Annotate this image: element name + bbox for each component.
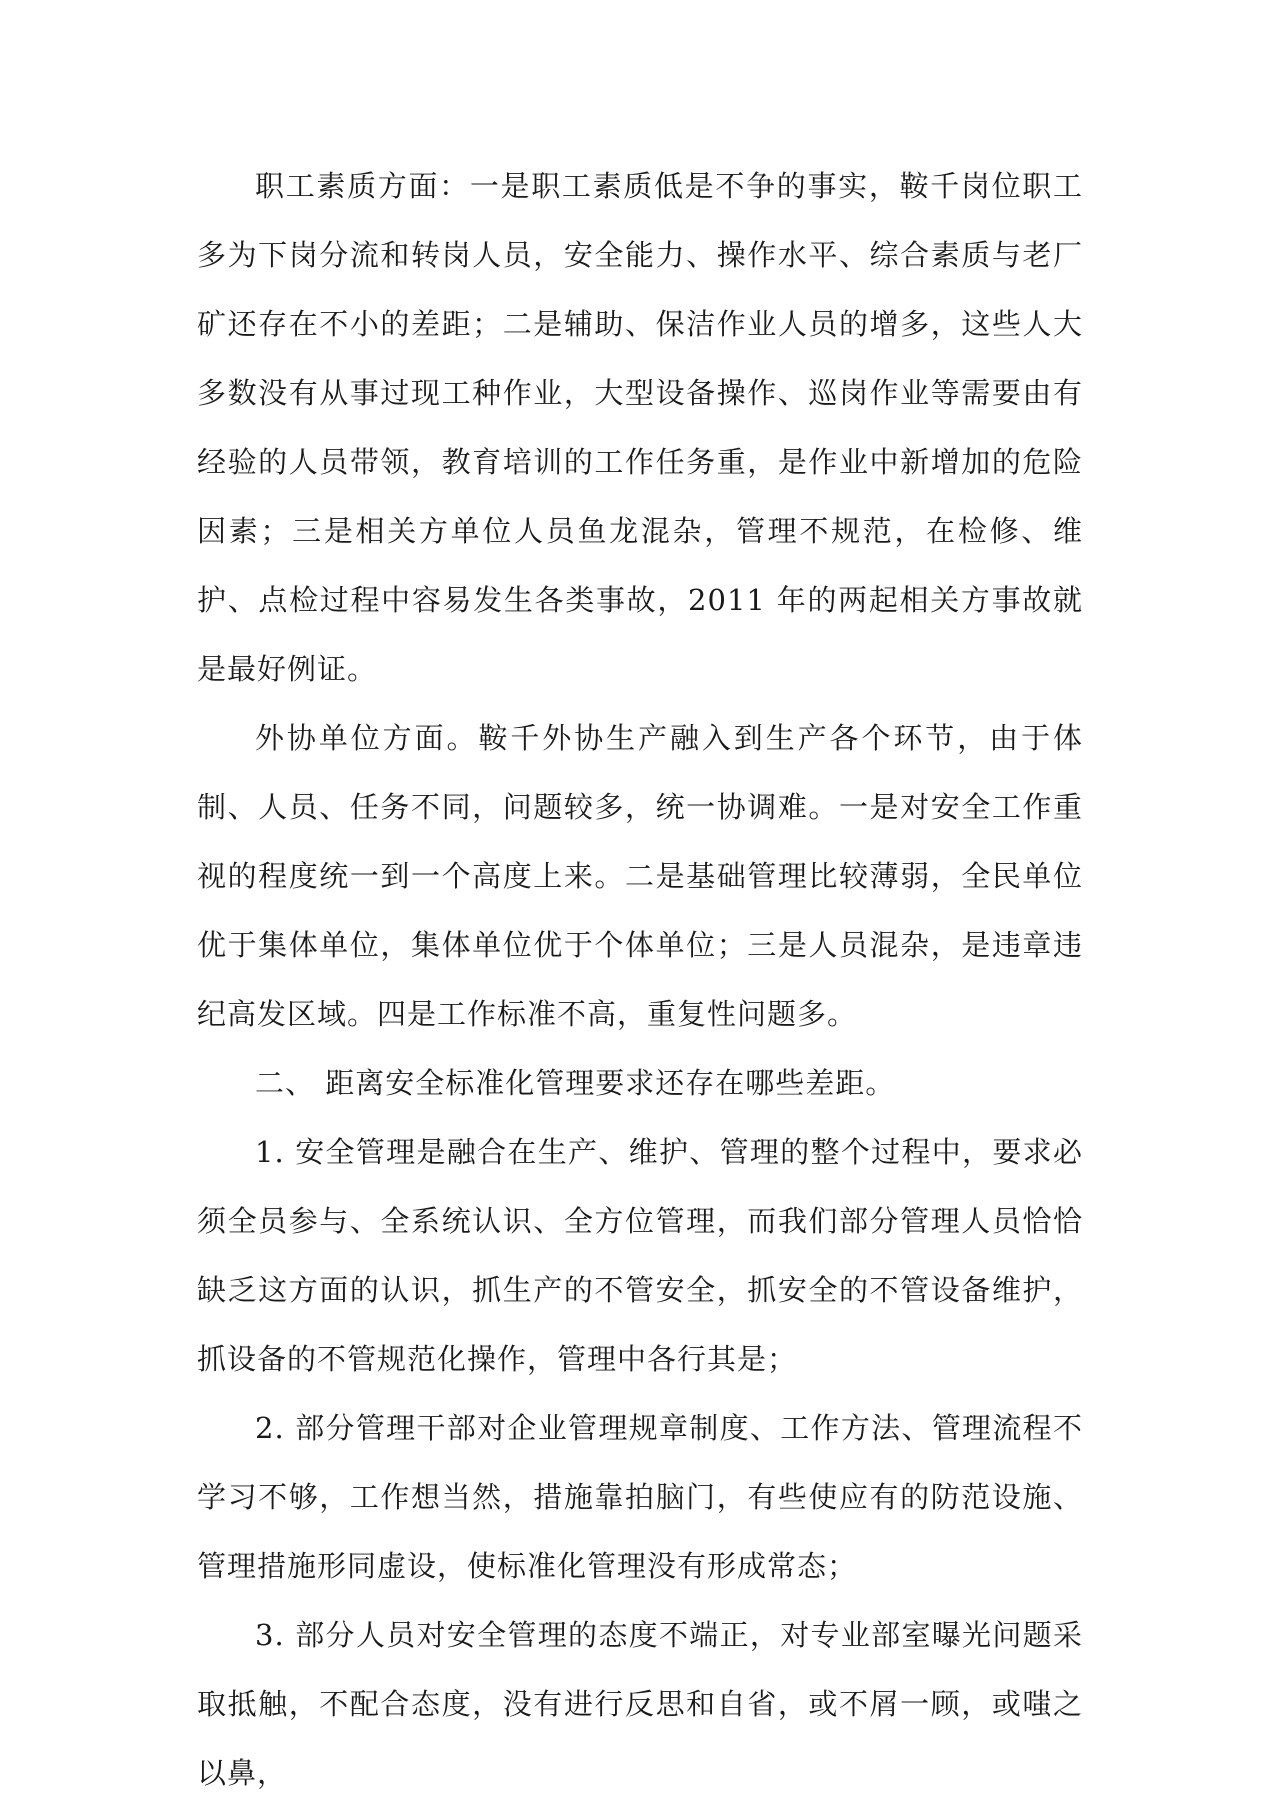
- document-page: [197, 152, 1083, 1808]
- paragraph-outsourced-units: 外协单位方面。鞍千外协生产融入到生产各个环节，由于体制、人员、任务不同，问题较多，统一协调难。一是对安全工作重视的程度统一到一个高度上来。二是基础管理比较薄弱，全民单位优于集体单位，集体单位优于个体单位；三是人员混杂，是违章违纪高发区域。四是工作标准不高，重复性问题多。: [197, 721, 1083, 1031]
- paragraph-worker-quality: 职工素质方面：一是职工素质低是不争的事实，鞍千岗位职工多为下岗分流和转岗人员，安全能力、操作水平、综合素质与老厂矿还存在不小的差距；二是辅助、保洁作业人员的增多，这些人大多数没有从事过现工种作业，大型设备操作、巡岗作业等需要由有经验的人员带领，教育培训的工作任务重，是作业中新增加的危险因素；三是相关方单位人员鱼龙混杂，管理不规范，在检修、维护、点检过程中容易发生各类事故，2011 年的两起相关方事故就是最好例证。: [197, 169, 1083, 686]
- section-heading-gaps: 二、 距离安全标准化管理要求还存在哪些差距。: [255, 1066, 896, 1100]
- list-item-1: 1. 安全管理是融合在生产、维护、管理的整个过程中，要求必须全员参与、全系统认识、全方位管理，而我们部分管理人员恰恰缺乏这方面的认识，抓生产的不管安全，抓安全的不管设备维护，抓设备的不管规范化操作，管理中各行其是；: [197, 1135, 1083, 1376]
- list-item-3: 3. 部分人员对安全管理的态度不端正，对专业部室曝光问题采取抵触，不配合态度，没有进行反思和自省，或不屑一顾，或嗤之以鼻，: [197, 1618, 1083, 1790]
- list-item-2: 2. 部分管理干部对企业管理规章制度、工作方法、管理流程不学习不够，工作想当然，措施靠拍脑门，有些使应有的防范设施、管理措施形同虚设，使标准化管理没有形成常态；: [197, 1411, 1083, 1583]
